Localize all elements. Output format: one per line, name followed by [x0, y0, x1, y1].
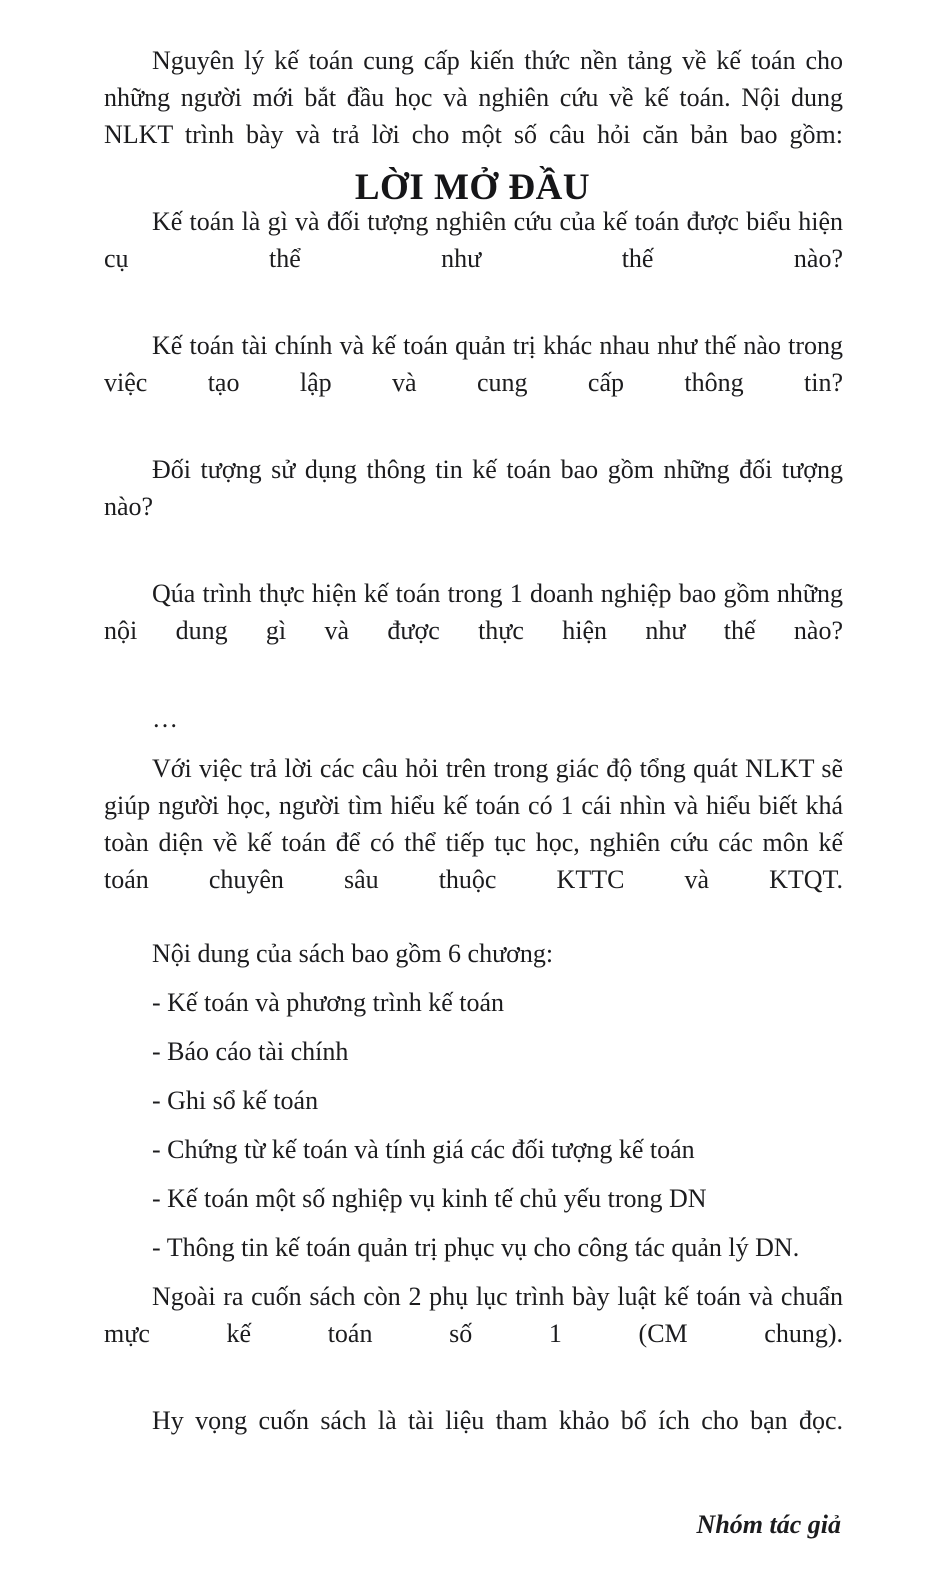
intro-question-4: Qúa trình thực hiện kế toán trong 1 doanh nghiệp bao gồm những nội dung gì và được thực hiện như thế nào?: [104, 579, 843, 645]
list-item: - Chứng từ kế toán và tính giá các đối tượng kế toán: [152, 1135, 695, 1164]
intro-section: [104, 42, 843, 935]
chapter-list: [104, 984, 843, 1266]
intro-paragraph-1: Nguyên lý kế toán cung cấp kiến thức nền tảng về kế toán cho những người mới bắt đầu học và nghiên cứu về kế toán. Nội dung NLKT trình bày và trả lời cho một số câu hỏi căn bản bao gồm:: [104, 46, 843, 149]
list-item: - Thông tin kế toán quản trị phục vụ cho công tác quản lý DN.: [152, 1233, 800, 1262]
intro-ellipsis: …: [152, 704, 179, 733]
closing-appendix-note: Ngoài ra cuốn sách còn 2 phụ lục trình bày luật kế toán và chuẩn mực kế toán số 1 (CM chung).: [104, 1282, 843, 1348]
intro-question-1: Kế toán là gì và đối tượng nghiên cứu của kế toán được biểu hiện cụ thể như thế nào?: [104, 207, 843, 273]
list-item: - Báo cáo tài chính: [152, 1037, 349, 1066]
contents-intro-line: Nội dung của sách bao gồm 6 chương:: [152, 939, 554, 968]
contents-section: [104, 935, 843, 1266]
intro-question-3: Đối tượng sử dụng thông tin kế toán bao gồm những đối tượng nào?: [104, 455, 843, 521]
page-title: LỜI MỞ ĐẦU: [354, 167, 591, 208]
intro-question-2: Kế toán tài chính và kế toán quản trị khác nhau như thế nào trong việc tạo lập và cung cấp thông tin?: [104, 331, 843, 397]
document-body: [104, 0, 843, 1569]
list-item: - Kế toán một số nghiệp vụ kinh tế chủ yếu trong DN: [152, 1184, 707, 1213]
intro-paragraph-2: Với việc trả lời các câu hỏi trên trong giác độ tổng quát NLKT sẽ giúp người học, người tìm hiểu kế toán có 1 cái nhìn và hiểu biết khá toàn diện về kế toán để có thể tiếp tục học, nghiên cứu các môn kế toán chuyên sâu thuộc KTTC và KTQT.: [104, 754, 843, 894]
closing-section: [104, 1278, 843, 1543]
list-item: - Ghi sổ kế toán: [152, 1086, 319, 1115]
author-signature: Nhóm tác giả: [696, 1510, 841, 1539]
list-item: - Kế toán và phương trình kế toán: [152, 988, 505, 1017]
closing-hope-line: Hy vọng cuốn sách là tài liệu tham khảo bổ ích cho bạn đọc.: [152, 1406, 843, 1435]
